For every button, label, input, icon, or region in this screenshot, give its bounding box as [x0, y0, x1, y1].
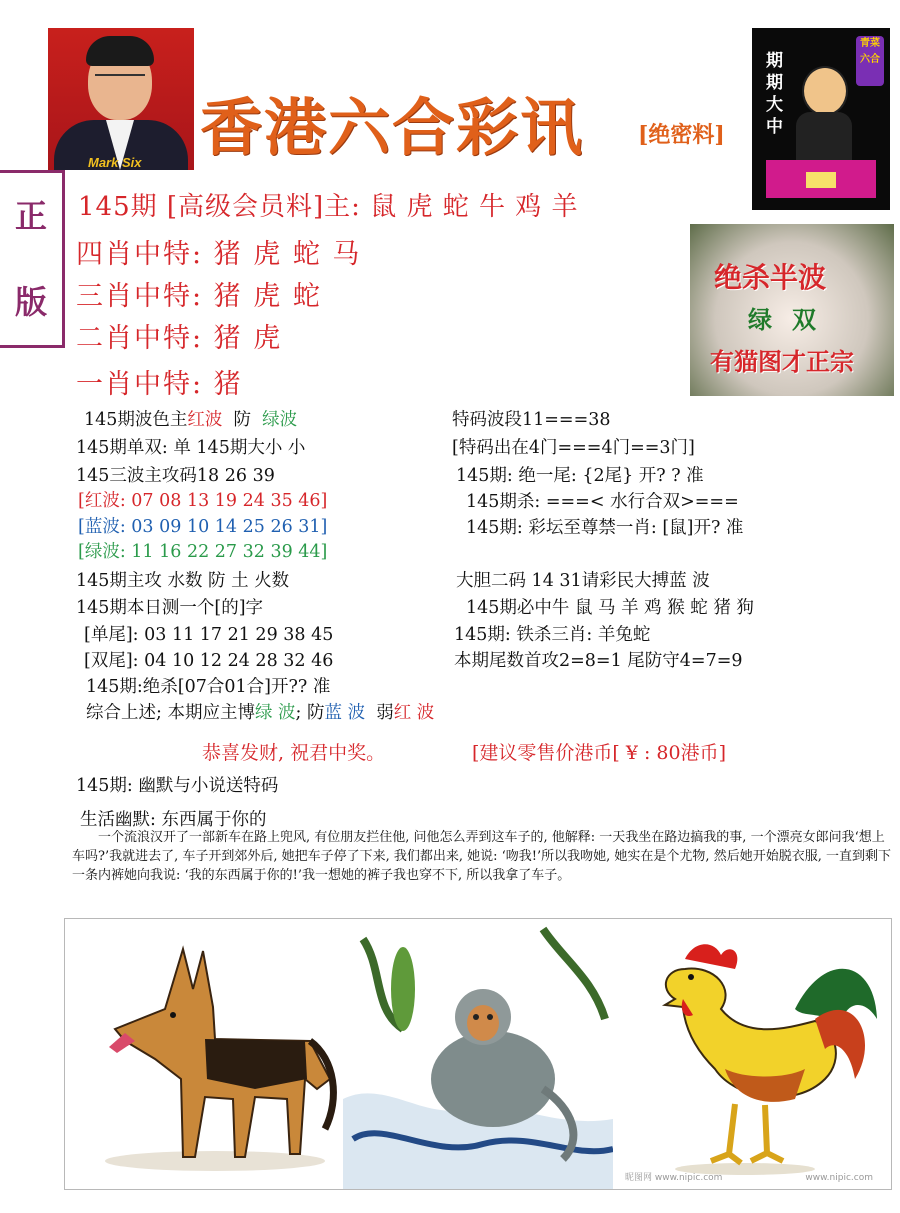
wave-main-red: 红波	[187, 410, 223, 430]
forbidden-zodiac: 145期: 彩坛至尊禁一肖: [鼠]开? 准	[466, 518, 744, 538]
kill-three: 145期: 铁杀三肖: 羊兔蛇	[454, 625, 651, 645]
summary-line	[86, 699, 434, 724]
congrats-price: [建议零售价港币[ ¥ : 80港币]	[472, 742, 727, 764]
wave-main-guard: 防	[222, 410, 263, 430]
monkey-illustration	[343, 919, 613, 1189]
watermark-right: www.nipic.com	[805, 1173, 873, 1183]
cat-panel-line3: 有猫图才正宗	[710, 347, 854, 376]
stamp-char-1: 正	[14, 197, 47, 235]
wave-main-green: 绿波	[262, 410, 298, 430]
summary-text-b: ; 防	[295, 703, 325, 723]
summary-text-a: 综合上述; 本期应主博	[86, 703, 255, 723]
prediction-one: 一肖中特: 猪	[76, 369, 243, 400]
summary-blue: 蓝 波	[324, 703, 366, 723]
special-door: [特码出在4门===4门==3门]	[452, 438, 695, 458]
green-wave: [绿波: 11 16 22 27 32 39 44]	[78, 542, 328, 562]
prediction-two: 二肖中特: 猪 虎	[76, 323, 283, 354]
zodiac-pictures	[64, 918, 892, 1190]
summary-text-c: 弱	[365, 703, 394, 723]
congrats-wish: 恭喜发财, 祝君中奖。	[202, 742, 386, 764]
three-wave: 145三波主攻码18 26 39	[76, 466, 275, 486]
humor-heading: 145期: 幽默与小说送特码	[76, 776, 279, 796]
rooster-illustration	[625, 929, 885, 1179]
story-body: 一个流浪汉开了一部新车在路上兜风, 有位朋友拦住他, 问他怎么弄到这车子的, 他解释: 一天我坐在路边搞我的事, 一个漂亮女郎问我‘想上车吗?’我就进去了, 车子开到郊外后, 她把车子停了下来, 我们都出来, 她说: ‘吻我!’所以我吻她, 她实在是个尤物, 然后她开始脱衣服, 一直到剩下一条内裤她向我说: ‘我的东西属于你的!’我一想她的裤子我也穿不下, 所以我拿了车子。	[72, 830, 891, 883]
single-tail: [单尾]: 03 11 17 21 29 38 45	[84, 625, 334, 645]
story-title: 生活幽默: 东西属于你的	[80, 810, 267, 830]
portrait-brand: Mark Six	[88, 155, 142, 170]
page-subtitle: [绝密料]	[638, 122, 725, 148]
cat-panel-line2: 绿双	[748, 305, 836, 334]
authentic-stamp	[0, 170, 65, 348]
odd-even: 145期单双: 单 145期大小 小	[76, 438, 306, 458]
kill-combo: 145期:绝杀[07合01合]开?? 准	[86, 677, 331, 697]
tail-numbers: 本期尾数首攻2=8=1 尾防守4=7=9	[454, 651, 743, 671]
wave-main	[84, 406, 297, 431]
cat-panel-line1: 绝杀半波	[714, 261, 827, 294]
two-codes: 大胆二码 14 31请彩民大搏蓝 波	[456, 571, 710, 591]
must-win: 145期必中牛 鼠 马 羊 鸡 猴 蛇 猪 狗	[466, 598, 754, 618]
kill-element: 145期杀: ===< 水行合双>===	[466, 492, 739, 512]
kill-tail: 145期: 绝一尾: {2尾} 开? ? 准	[456, 466, 704, 486]
red-wave: [红波: 07 08 13 19 24 35 46]	[78, 491, 328, 511]
main-attack: 145期主攻 水数 防 土 火数	[76, 571, 290, 591]
cat-panel	[690, 224, 894, 396]
summary-green: 绿 波	[254, 703, 296, 723]
stamp-char-2: 版	[14, 283, 47, 321]
special-range: 特码波段11===38	[452, 410, 611, 430]
portrait-photo	[48, 28, 194, 170]
double-tail: [双尾]: 04 10 12 24 28 32 46	[84, 651, 334, 671]
cartoon-image	[752, 28, 890, 210]
watermark-left: 昵图网 www.nipic.com	[625, 1173, 723, 1183]
issue-line: 145期 [高级会员料]主: 鼠 虎 蛇 牛 鸡 羊	[78, 192, 579, 222]
dog-illustration	[95, 929, 345, 1179]
guess-word: 145期本日测一个[的]字	[76, 598, 264, 618]
blue-wave: [蓝波: 03 09 10 14 25 26 31]	[78, 517, 328, 537]
prediction-three: 三肖中特: 猪 虎 蛇	[76, 281, 322, 312]
cartoon-text: 期期大中	[766, 51, 783, 137]
wave-main-label: 145期波色主	[84, 410, 188, 430]
cartoon-chip: 青菜六合	[856, 36, 884, 86]
prediction-four: 四肖中特: 猪 虎 蛇 马	[76, 239, 362, 270]
page-title: 香港六合彩讯	[200, 91, 585, 164]
summary-red: 红 波	[393, 703, 435, 723]
